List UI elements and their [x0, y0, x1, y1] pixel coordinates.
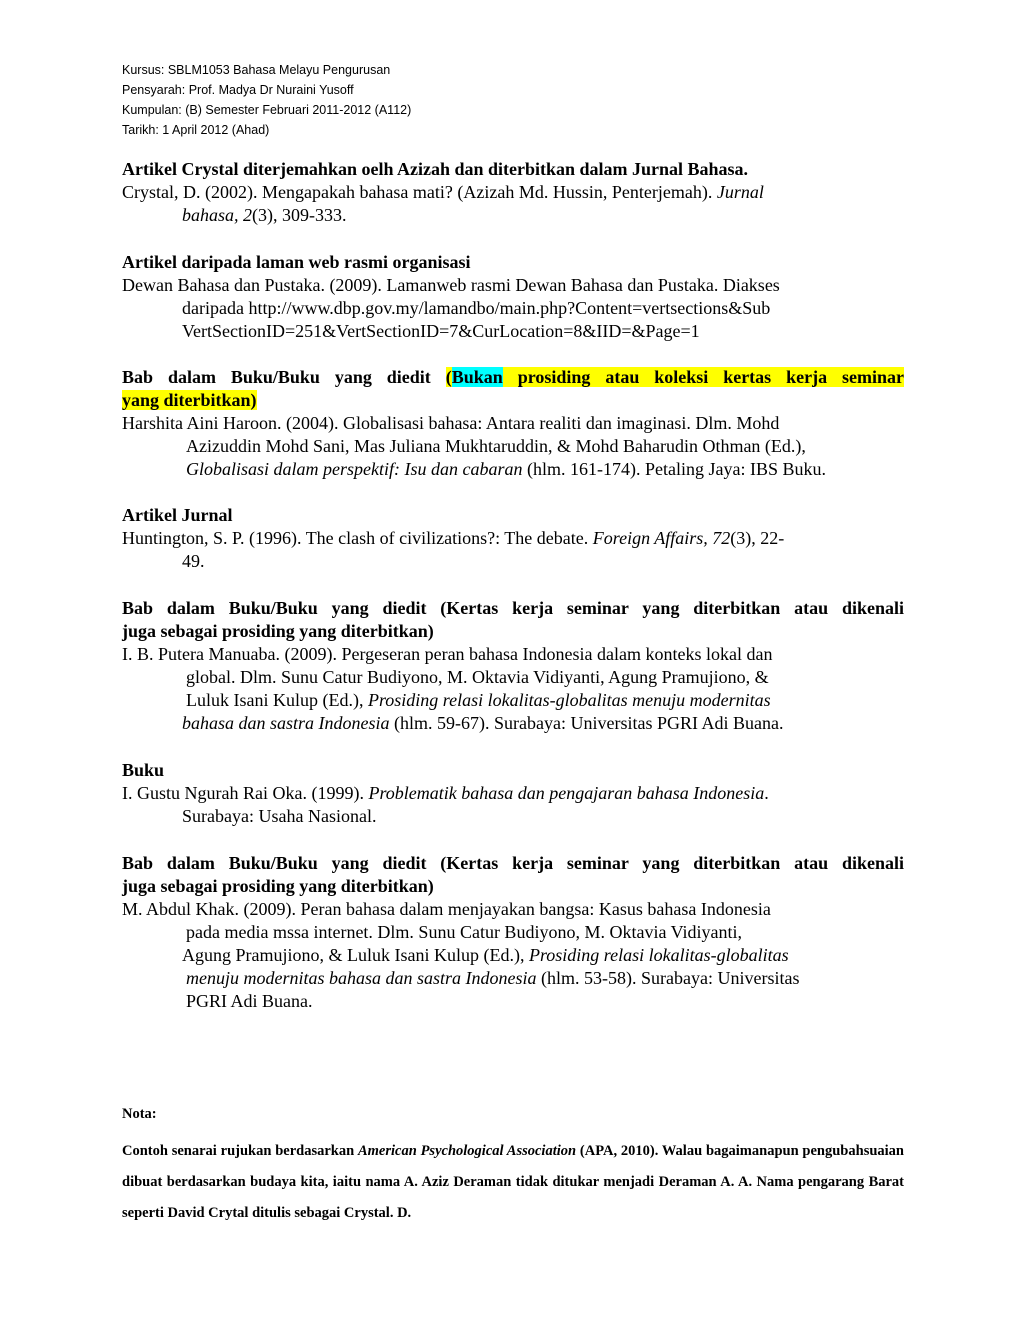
- reference-entry: Crystal, D. (2002). Mengapakah bahasa mati? (Azizah Md. Hussin, Penterjemah). Jurnal bahasa, 2(3), 309-333.: [122, 182, 764, 225]
- header-tarikh: Tarikh: 1 April 2012 (Ahad): [122, 123, 270, 137]
- section-buku: [122, 759, 904, 828]
- section-title-line2: juga sebagai prosiding yang diterbitkan): [122, 876, 434, 896]
- section-title: Artikel Jurnal: [122, 505, 233, 525]
- section-artikel-terjemahan: [122, 158, 904, 227]
- section-title: Bab dalam Buku/Buku yang diedit (Bukan prosiding atau koleksi kertas kerja seminar: [122, 367, 904, 387]
- section-artikel-jurnal: [122, 504, 904, 573]
- reference-entry: I. B. Putera Manuaba. (2009). Pergeseran peran bahasa Indonesia dalam konteks lokal dan global. Dlm. Sunu Catur Budiyono, M. Oktavia Vidiyanti, Agung Pramujiono, & Luluk Isani Kulup (Ed.), Prosiding relasi lokalitas-globalitas menuju modernitas bahasa dan sastra Indonesia (hlm. 59-67). Surabaya: Universitas PGRI Adi Buana.: [122, 644, 784, 733]
- section-bab-buku-prosiding-1: [122, 597, 904, 735]
- section-title-line2: juga sebagai prosiding yang diterbitkan): [122, 621, 434, 641]
- section-title: Bab dalam Buku/Buku yang diedit (Kertas kerja seminar yang diterbitkan atau dikenali: [122, 853, 904, 873]
- section-title-line2: yang diterbitkan): [122, 390, 257, 410]
- reference-entry: I. Gustu Ngurah Rai Oka. (1999). Problematik bahasa dan pengajaran bahasa Indonesia. Surabaya: Usaha Nasional.: [122, 783, 769, 826]
- reference-entry: Dewan Bahasa dan Pustaka. (2009). Lamanweb rasmi Dewan Bahasa dan Pustaka. Diakses daripada http://www.dbp.gov.my/lamandbo/main.php?Content=vertsections&Sub VertSectionID=251&VertSectionID=7&CurLocation=8&IID=&Page=1: [122, 275, 780, 341]
- section-title: Buku: [122, 760, 165, 780]
- reference-entry: Huntington, S. P. (1996). The clash of civilizations?: The debate. Foreign Affairs, 72(3), 22- 49.: [122, 528, 785, 571]
- reference-entry: M. Abdul Khak. (2009). Peran bahasa dalam menjayakan bangsa: Kasus bahasa Indonesia pada media mssa internet. Dlm. Sunu Catur Budiyono, M. Oktavia Vidiyanti, Agung Pramujiono, & Luluk Isani Kulup (Ed.), Prosiding relasi lokalitas-globalitas menuju modernitas bahasa dan sastra Indonesia (hlm. 53-58). Surabaya: Universitas PGRI Adi Buana.: [122, 899, 800, 1011]
- note-label: Nota:: [122, 1106, 157, 1122]
- header-kumpulan: Kumpulan: (B) Semester Februari 2011-2012 (A112): [122, 103, 412, 117]
- section-title: Artikel Crystal diterjemahkan oelh Azizah dan diterbitkan dalam Jurnal Bahasa.: [122, 159, 749, 179]
- header-kursus: Kursus: SBLM1053 Bahasa Melayu Pengurusan: [122, 63, 391, 77]
- header-pensyarah: Pensyarah: Prof. Madya Dr Nuraini Yusoff: [122, 83, 354, 97]
- section-laman-web: [122, 251, 904, 343]
- section-title: Bab dalam Buku/Buku yang diedit (Kertas kerja seminar yang diterbitkan atau dikenali: [122, 598, 904, 618]
- reference-entry: Harshita Aini Haroon. (2004). Globalisasi bahasa: Antara realiti dan imaginasi. Dlm. Mohd Azizuddin Mohd Sani, Mas Juliana Mukhtaruddin, & Mohd Baharudin Othman (Ed.), Globalisasi dalam perspektif: Isu dan cabaran (hlm. 161-174). Petaling Jaya: IBS Buku.: [122, 413, 826, 479]
- note-block: [122, 1104, 904, 1229]
- section-title: Artikel daripada laman web rasmi organisasi: [122, 252, 471, 272]
- highlight-bukan: Bukan: [451, 367, 503, 387]
- section-bab-buku-bukan-prosiding: [122, 366, 904, 481]
- note-text: Contoh senarai rujukan berdasarkan American Psychological Association (APA, 2010). Walau bagaimanapun pengubahsuaian dibuat berdasarkan budaya kita, iaitu nama A. Aziz Deraman tidak ditukar menjadi Deraman A. A. Nama pengarang Barat seperti David Crytal ditulis sebagai Crystal. D.: [122, 1143, 904, 1221]
- section-bab-buku-prosiding-2: [122, 852, 904, 1013]
